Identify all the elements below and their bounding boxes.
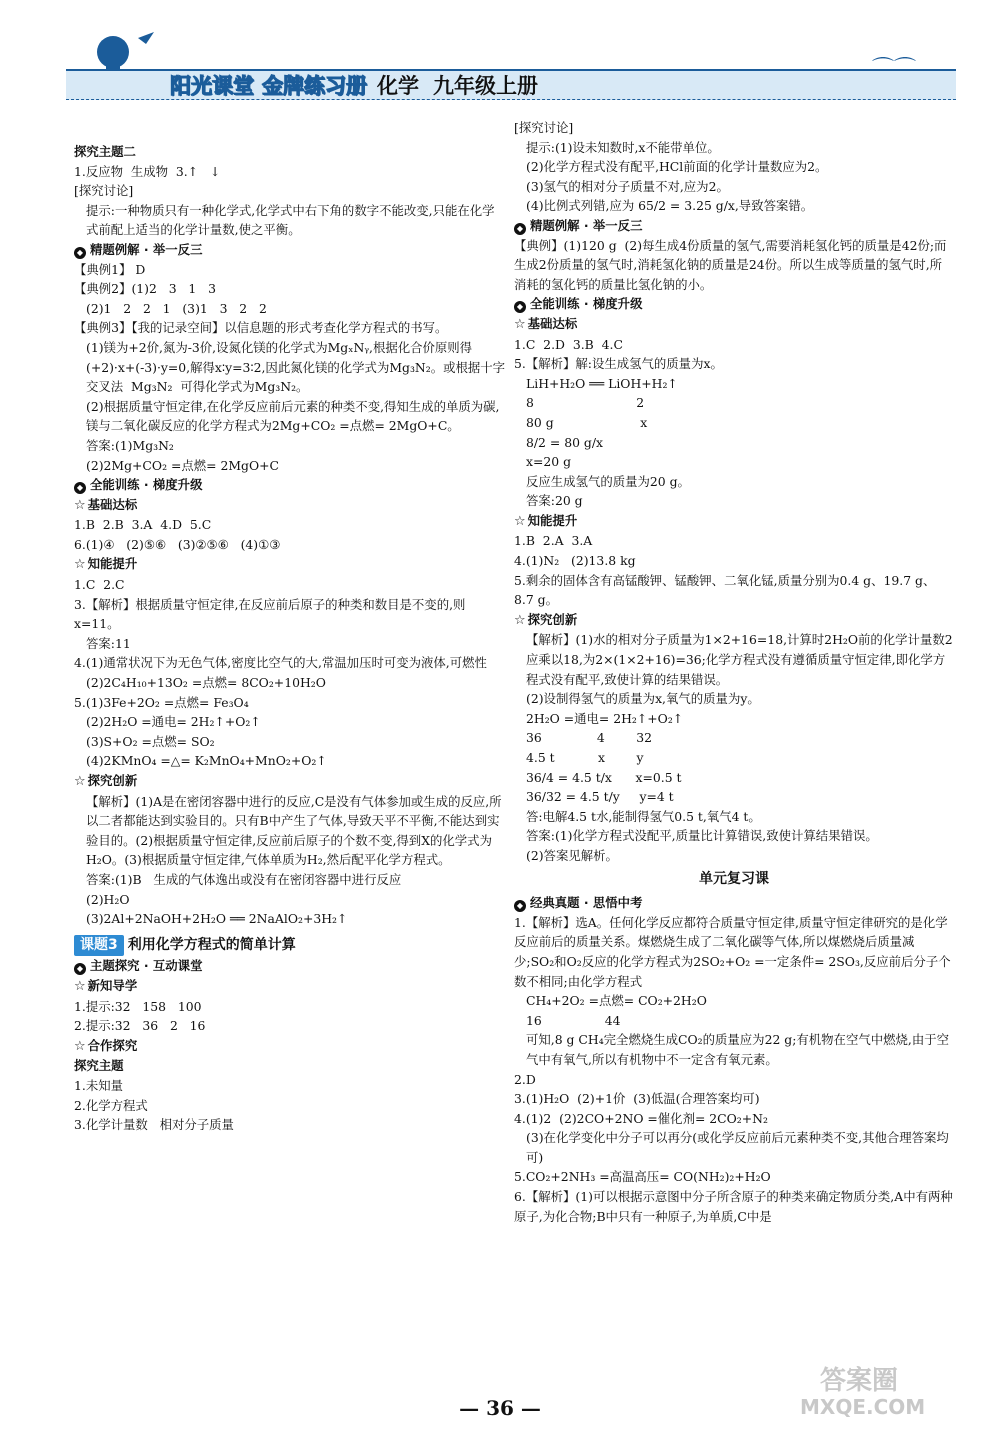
text-line: 5.剩余的固体含有高锰酸钾、锰酸钾、二氧化锰,质量分别为0.4 g、19.7 g、8.7 g。 bbox=[514, 572, 936, 608]
text-line: 4.(1)2 (2)2CO+2NO =催化剂= 2CO₂+N₂ bbox=[514, 1110, 768, 1126]
heading: 探究主题二 bbox=[74, 144, 136, 159]
text-line: 80 g x bbox=[526, 414, 648, 430]
star-icon: ☆ bbox=[74, 978, 86, 994]
text-line: 8/2 = 80 g/x bbox=[526, 434, 603, 450]
text-line: 答案:(1)化学方程式没配平,质量比计算错误,致使计算结果错误。 bbox=[526, 828, 878, 844]
text-line: (2)2C₄H₁₀+13O₂ =点燃= 8CO₂+10H₂O bbox=[86, 675, 326, 691]
star-icon: ☆ bbox=[74, 497, 86, 513]
sub-heading: ☆ 基础达标 bbox=[74, 496, 138, 513]
text-line: 1.提示:32 158 100 bbox=[74, 998, 202, 1014]
text-line: (3)S+O₂ =点燃= SO₂ bbox=[86, 733, 215, 749]
section-title: 全能训练 · 梯度升级 bbox=[90, 477, 203, 493]
section-heading bbox=[514, 893, 954, 913]
text-line: 1.B 2.B 3.A 4.D 5.C bbox=[74, 517, 212, 533]
brand-series: 金牌练习册 bbox=[262, 74, 367, 98]
text-line: 2H₂O =通电= 2H₂↑+O₂↑ bbox=[526, 710, 684, 726]
section-title: 经典真题 · 思悟中考 bbox=[530, 895, 643, 911]
text-line: 2.提示:32 36 2 16 bbox=[74, 1018, 206, 1034]
birds-icon: ⌒⌒ bbox=[871, 57, 916, 82]
star-icon: ☆ bbox=[74, 1038, 86, 1054]
text-line: 答案:(1)B 生成的气体逸出或没有在密闭容器中进行反应 bbox=[86, 871, 402, 887]
text-line: 【典例1】 D bbox=[74, 261, 146, 277]
header-title bbox=[170, 70, 538, 100]
text-line: 6.(1)④ (2)⑤⑥ (3)②⑤⑥ (4)①③ bbox=[74, 536, 281, 552]
text-line: 1.C 2.D 3.B 4.C bbox=[514, 336, 623, 352]
section-heading bbox=[74, 475, 506, 495]
text-line: (2)设制得氢气的质量为x,氧气的质量为y。 bbox=[526, 691, 760, 707]
text-line: (2)2H₂O =通电= 2H₂↑+O₂↑ bbox=[86, 714, 261, 730]
text-line: 2.D bbox=[514, 1071, 536, 1087]
text-line: 可知,8 g CH₄完全燃烧生成CO₂的质量应为22 g;有机物在空气中燃烧,由于空气中有氧气,所以有机物中不一定含有氧元素。 bbox=[526, 1032, 950, 1067]
page-number: — 36 — bbox=[459, 1396, 541, 1420]
text-line: LiH+H₂O ══ LiOH+H₂↑ bbox=[526, 375, 678, 391]
star-icon: ☆ bbox=[514, 513, 526, 529]
text-line: 8 2 bbox=[526, 395, 645, 411]
text-line: (4)2KMnO₄ =△= K₂MnO₄+MnO₂+O₂↑ bbox=[86, 753, 327, 769]
section-title: 精题例解 · 举一反三 bbox=[90, 241, 203, 257]
text-line: 4.5 t x y bbox=[526, 750, 644, 765]
text-line: 1.未知量 bbox=[74, 1077, 123, 1093]
sub-heading: ☆ 新知导学 bbox=[74, 977, 138, 994]
text-line: 6.【解析】(1)可以根据示意图中分子所含原子的种类来确定物质分类,A中有两种原子,为化合物;B中只有一种原子,为单质,C中是 bbox=[514, 1189, 953, 1224]
section-heading bbox=[74, 240, 506, 260]
text-line: (3)在化学变化中分子可以再分(或化学反应前后元素种类不变,其他合理答案均可) bbox=[526, 1130, 949, 1165]
sub-heading: ☆ 探究创新 bbox=[514, 611, 578, 628]
text-line: 5.(1)3Fe+2O₂ =点燃= Fe₃O₄ bbox=[74, 694, 249, 710]
section-title: 主题探究 · 互动课堂 bbox=[90, 958, 203, 974]
text-line: (2)根据质量守恒定律,在化学反应前后元素的种类不变,得知生成的单质为碳,镁与二氧化碳反应的化学方程式为2Mg+CO₂ =点燃= 2MgO+C。 bbox=[86, 398, 500, 434]
text-line: (1)镁为+2价,氮为-3价,设氮化镁的化学式为MgₓNᵧ,根据化合价原则得(+2)·x+(-3)·y=0,解得x∶y=3∶2,因此氮化镁的化学式为Mg₃N₂。或根据十字交叉法 Mg₃N₂ 可得化学式为Mg₃N₂。 bbox=[86, 339, 506, 395]
star-icon: ☆ bbox=[514, 612, 526, 628]
text-line: 3.【解析】根据质量守恒定律,在反应前后原子的种类和数目是不变的,则x=11。 bbox=[74, 596, 466, 632]
text-line: (2)化学方程式没有配平,HCl前面的化学计量数应为2。 bbox=[526, 159, 828, 175]
section-marker-icon: ◆ bbox=[74, 482, 86, 494]
lesson-tag: 课题3 bbox=[74, 935, 124, 957]
star-icon: ☆ bbox=[514, 316, 526, 332]
section-marker-icon: ◆ bbox=[74, 963, 86, 975]
section-marker-icon: ◆ bbox=[514, 301, 526, 313]
text-line: 16 44 bbox=[526, 1012, 621, 1028]
section-heading bbox=[74, 956, 506, 976]
text-line: [探究讨论] bbox=[514, 120, 574, 135]
sub-heading: ☆ 探究创新 bbox=[74, 773, 138, 789]
text-line: 1.【解析】选A。任何化学反应都符合质量守恒定律,质量守恒定律研究的是化学反应前后的质量关系。煤燃烧生成了二氧化碳等气体,所以煤燃烧后质量减少;SO₂和O₂反应的化学方程式为2SO₂+O₂ =一定条件= 2SO₃,反应前后分子个数不相同;由化学方程式 bbox=[514, 914, 951, 989]
text-line: 3.(1)H₂O (2)+1价 (3)低温(合理答案均可) bbox=[514, 1091, 760, 1107]
text-line: (2)答案见解析。 bbox=[526, 847, 618, 863]
text-line: (2)H₂O bbox=[86, 891, 130, 907]
star-icon: ☆ bbox=[74, 774, 86, 789]
text-line: 36/32 = 4.5 t/y y=4 t bbox=[526, 789, 674, 805]
text-line: 【解析】(1)水的相对分子质量为1×2+16=18,计算时2H₂O前的化学计量数2应乘以18,为2×(1×2+16)=36;化学方程式没有遵循质量守恒定律,即化学方程式没有配平,致使计算的结果错误。 bbox=[526, 632, 953, 687]
text-line: (4)比例式列错,应为 65/2 = 3.25 g/x,导致答案错。 bbox=[526, 198, 814, 214]
section-title: 全能训练 · 梯度升级 bbox=[530, 296, 643, 312]
lesson-title: 课题3 利用化学方程式的简单计算 bbox=[74, 935, 506, 957]
text-line: (2)2Mg+CO₂ =点燃= 2MgO+C bbox=[86, 457, 279, 473]
section-marker-icon: ◆ bbox=[74, 247, 86, 259]
section-title: 精题例解 · 举一反三 bbox=[530, 217, 643, 233]
text-line: 2.化学方程式 bbox=[74, 1097, 148, 1113]
brand-name: 阳光课堂 bbox=[170, 74, 254, 98]
watermark-text: 答案圈 bbox=[820, 1366, 899, 1396]
text-line: 答案:11 bbox=[86, 635, 131, 651]
grade-label: 九年级上册 bbox=[433, 74, 538, 98]
text-line: 答案:(1)Mg₃N₂ bbox=[86, 437, 174, 453]
sub-heading: ☆ 知能提升 bbox=[74, 556, 138, 573]
text-line: 答案:20 g bbox=[526, 493, 583, 509]
text-line: (2)1 2 2 1 (3)1 3 2 2 bbox=[86, 300, 267, 316]
text-line: [探究讨论] bbox=[74, 183, 134, 199]
sub-heading: ☆ 基础达标 bbox=[514, 315, 578, 332]
star-icon: ☆ bbox=[74, 557, 86, 573]
text-line: 4.(1)通常状况下为无色气体,密度比空气的大,常温加压时可变为液体,可燃性 bbox=[74, 655, 487, 671]
text-line: 反应生成氢气的质量为20 g。 bbox=[526, 473, 690, 489]
text-line: CH₄+2O₂ =点燃= CO₂+2H₂O bbox=[526, 993, 707, 1009]
text-line: 1.反应物 生成物 3.↑ ↓ bbox=[74, 163, 221, 179]
text-line: 【典例3】【我的记录空间】以信息题的形式考查化学方程式的书写。 bbox=[74, 320, 448, 336]
section-marker-icon: ◆ bbox=[514, 900, 526, 912]
text-line: 1.B 2.A 3.A bbox=[514, 533, 593, 549]
section-marker-icon: ◆ bbox=[514, 223, 526, 235]
page-header bbox=[66, 22, 956, 102]
text-line: 【典例2】(1)2 3 1 3 bbox=[74, 281, 216, 297]
sub-heading: ☆ 合作探究 bbox=[74, 1037, 138, 1054]
text-line: 36/4 = 4.5 t/x x=0.5 t bbox=[526, 769, 682, 785]
unit-review-title: 单元复习课 bbox=[699, 870, 769, 887]
text-line: 提示:一种物质只有一种化学式,化学式中右下角的数字不能改变,只能在化学式前配上适当的化学计量数,使之平衡。 bbox=[86, 202, 495, 238]
watermark-url: MXQE.COM bbox=[800, 1395, 926, 1419]
left-column bbox=[74, 142, 506, 1135]
text-line: 36 4 32 bbox=[526, 730, 653, 746]
heading: 探究主题 bbox=[74, 1058, 124, 1074]
right-column bbox=[514, 118, 954, 1226]
text-line: 【典例】(1)120 g (2)每生成4份质量的氢气,需要消耗氢化钙的质量是42份;而生成2份质量的氢气时,消耗氢化钠的质量是24份。所以生成等质量的氢气时,所消耗的氢化钙的质量比氢化钠的小。 bbox=[514, 237, 947, 292]
text-line: 3.化学计量数 相对分子质量 bbox=[74, 1117, 234, 1133]
subject-label: 化学 bbox=[377, 74, 419, 98]
text-line: (3)氢气的相对分子质量不对,应为2。 bbox=[526, 178, 729, 194]
text-line: 答:电解4.5 t水,能制得氢气0.5 t,氧气4 t。 bbox=[526, 808, 761, 824]
text-line: 4.(1)N₂ (2)13.8 kg bbox=[514, 553, 636, 569]
text-line: x=20 g bbox=[526, 454, 572, 470]
sub-heading: ☆ 知能提升 bbox=[514, 512, 578, 529]
text-line: (3)2Al+2NaOH+2H₂O ══ 2NaAlO₂+3H₂↑ bbox=[86, 911, 348, 927]
section-heading bbox=[514, 216, 954, 236]
text-line: 【解析】(1)A是在密闭容器中进行的反应,C是没有气体参加或生成的反应,所以二者都能达到实验目的。只有B中产生了气体,导致天平不平衡,不能达到实验目的。(2)根据质量守恒定律,反应前后原子的个数不变,得到X的化学式为H₂O。(3)根据质量守恒定律,气体单质为H₂,然后配平化学方程式。 bbox=[86, 793, 502, 868]
text-line: 1.C 2.C bbox=[74, 577, 125, 593]
text-line: 5.【解析】解:设生成氢气的质量为x。 bbox=[514, 356, 723, 372]
text-line: 5.CO₂+2NH₃ =高温高压= CO(NH₂)₂+H₂O bbox=[514, 1169, 771, 1185]
section-heading bbox=[514, 294, 954, 314]
text-line: 提示:(1)设未知数时,x不能带单位。 bbox=[526, 139, 720, 155]
